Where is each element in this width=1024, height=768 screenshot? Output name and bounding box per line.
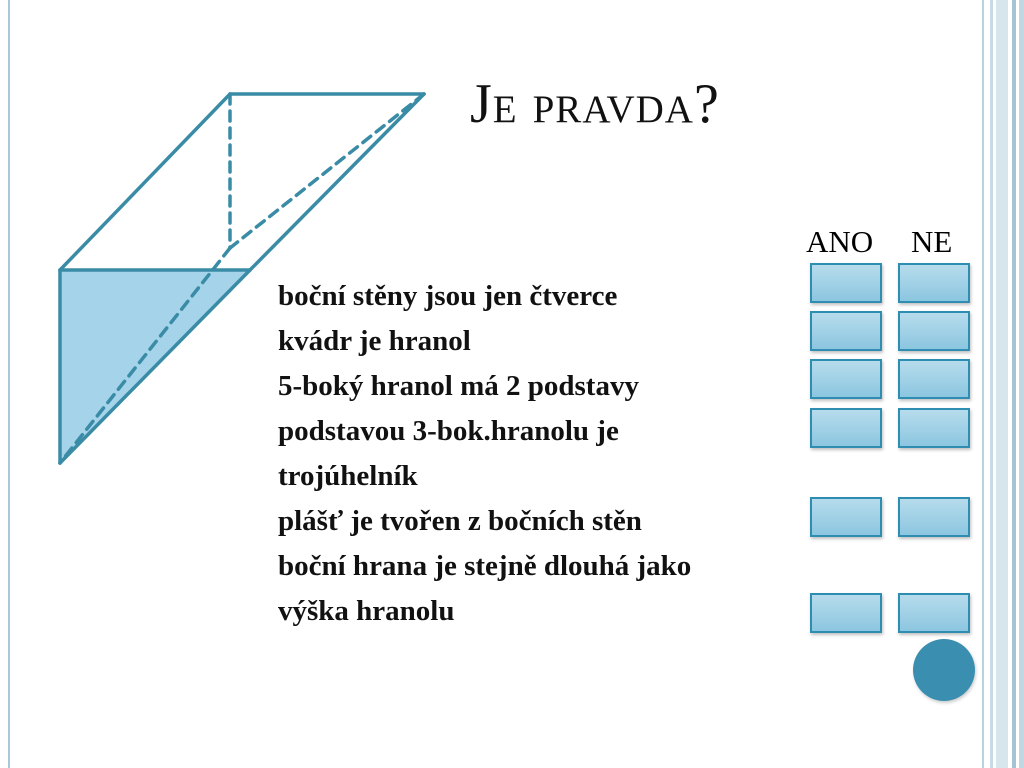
answer-no-3[interactable] bbox=[898, 359, 970, 399]
answer-no-2[interactable] bbox=[898, 311, 970, 351]
slide-title: Je pravda? bbox=[470, 73, 720, 135]
answer-yes-5[interactable] bbox=[810, 497, 882, 537]
column-header-yes: ANO bbox=[806, 224, 874, 259]
answer-yes-2[interactable] bbox=[810, 311, 882, 351]
answer-yes-6[interactable] bbox=[810, 593, 882, 633]
statement-2: kvádr je hranol bbox=[278, 325, 471, 357]
statement-3: 5-boký hranol má 2 podstavy bbox=[278, 370, 639, 402]
answer-yes-3[interactable] bbox=[810, 359, 882, 399]
answer-no-6[interactable] bbox=[898, 593, 970, 633]
statement-4b: trojúhelník bbox=[278, 460, 418, 492]
answer-no-4[interactable] bbox=[898, 408, 970, 448]
statement-1: boční stěny jsou jen čtverce bbox=[278, 280, 618, 312]
statement-6a: boční hrana je stejně dlouhá jako bbox=[278, 550, 692, 582]
column-header-no: NE bbox=[911, 224, 953, 259]
statement-list bbox=[278, 274, 691, 634]
answer-no-1[interactable] bbox=[898, 263, 970, 303]
answer-yes-1[interactable] bbox=[810, 263, 882, 303]
circle-button[interactable] bbox=[913, 639, 975, 701]
statement-5: plášť je tvořen z bočních stěn bbox=[278, 505, 642, 537]
answer-no-5[interactable] bbox=[898, 497, 970, 537]
right-border-decoration bbox=[976, 0, 1024, 768]
statement-4a: podstavou 3-bok.hranolu je bbox=[278, 415, 619, 447]
statement-6b: výška hranolu bbox=[278, 595, 455, 627]
left-border-decoration bbox=[8, 0, 10, 768]
answer-yes-4[interactable] bbox=[810, 408, 882, 448]
